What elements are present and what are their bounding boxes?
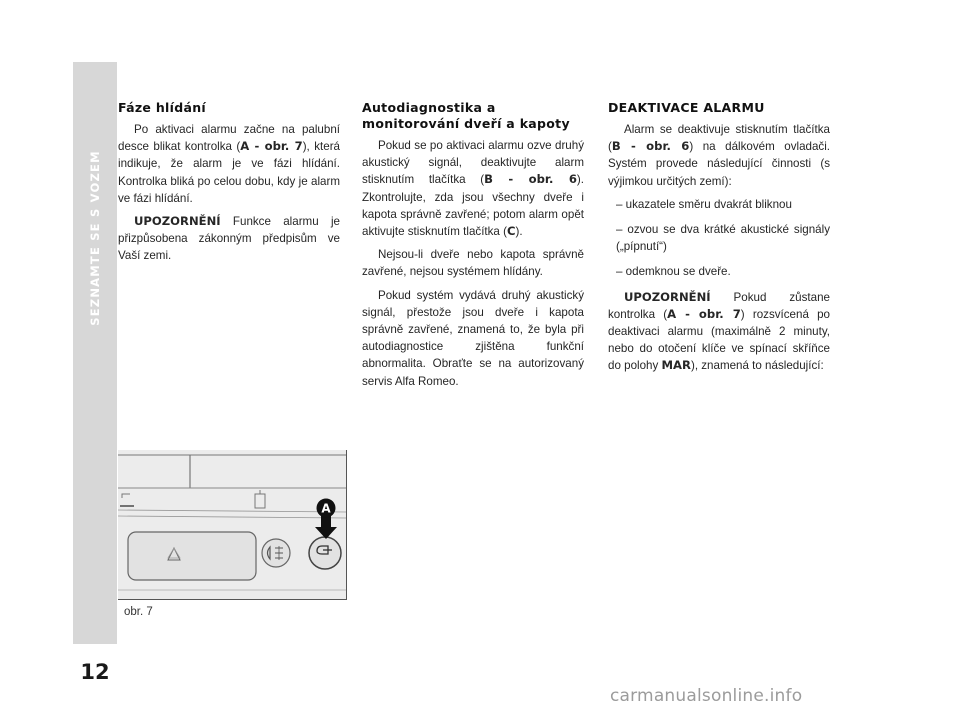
figure-reference: B - obr. 6 <box>484 172 577 187</box>
text: Pokud se po aktivaci alarmu ozve druhý akustický signál, deaktivujte alarm stisknutím tlačítka ( <box>362 139 584 187</box>
dashboard-illustration <box>118 450 347 600</box>
text: Funkce alarmu je přizpůsobena zákonným předpisům ve Vaší zemi. <box>118 215 340 263</box>
figure-reference: A - obr. 7 <box>667 306 741 321</box>
warning-paragraph <box>118 213 340 265</box>
column-2 <box>362 100 584 396</box>
page-number: 12 <box>80 660 110 684</box>
button-reference: C <box>506 224 516 239</box>
warning-label: UPOZORNĚNÍ <box>134 214 221 229</box>
text: Po aktivaci alarmu začne na palubní desce blikat kontrolka ( <box>118 123 340 154</box>
warning-paragraph <box>608 289 830 375</box>
paragraph <box>118 121 340 207</box>
column-1 <box>118 100 340 271</box>
dashboard-drawing <box>118 450 346 599</box>
marker-a: A <box>321 501 331 516</box>
heading-deaktivace: DEAKTIVACE ALARMU <box>608 100 765 115</box>
heading-faze-hlidani: Fáze hlídání <box>118 100 206 115</box>
text: ), která indikuje, že alarm je ve fázi hlídání. Kontrolka bliká po celou dobu, kdy je alarm ve fázi hlídání. <box>118 140 340 205</box>
watermark-text: carmanualsonline.info <box>610 686 803 706</box>
figure-reference: A - obr. 7 <box>240 139 303 154</box>
section-title: SEZNAMTE SE S VOZEM <box>88 150 102 326</box>
list-item: – odemknou se dveře. <box>616 265 731 279</box>
paragraph: Nejsou-li dveře nebo kapota správně zavřené, nejsou systémem hlídány. <box>362 248 584 279</box>
warning-label: UPOZORNĚNÍ <box>624 289 711 304</box>
text: Pokud zůstane kontrolka ( <box>608 290 830 321</box>
text: ), znamená to následující: <box>690 359 824 373</box>
paragraph <box>362 137 584 240</box>
key-position-reference: MAR <box>661 358 691 373</box>
text: ). Zkontrolujte, zda jsou všechny dveře i kapota správně zavřené; potom alarm opět aktivujte stisknutím tlačítka ( <box>362 173 585 239</box>
section-title-container <box>73 148 117 328</box>
column-3 <box>608 100 830 381</box>
paragraph: Pokud systém vydává druhý akustický signál, přestože jsou dveře i kapota správně zavřené, znamená to, že byla při autodiagnostice zjištěna funkční abnormalita. Obraťte se na autorizovaný servis Alfa Romeo. <box>362 288 584 388</box>
text: ) na dálkovém ovladači. Systém provede následující činnosti (s výjimkou určitých zemí): <box>608 140 831 188</box>
text: ). <box>515 225 523 239</box>
figure-caption: obr. 7 <box>124 606 153 618</box>
text: Alarm se deaktivuje stisknutím tlačítka ( <box>608 123 830 154</box>
list-item: – ukazatele směru dvakrát bliknou <box>616 197 792 211</box>
figure-reference: B - obr. 6 <box>611 139 690 154</box>
list-item: – ozvou se dva krátké akustické signály („pípnutí“) <box>616 223 830 254</box>
text: ) rozsvícená po deaktivaci alarmu (maximálně 2 minuty, nebo do otočení klíče ve spínací skříňce do polohy <box>608 307 830 373</box>
sidebar <box>73 62 117 684</box>
paragraph <box>608 121 830 190</box>
heading-autodiagnostika: Autodiagnostika a monitorování dveří a kapoty <box>362 100 570 131</box>
